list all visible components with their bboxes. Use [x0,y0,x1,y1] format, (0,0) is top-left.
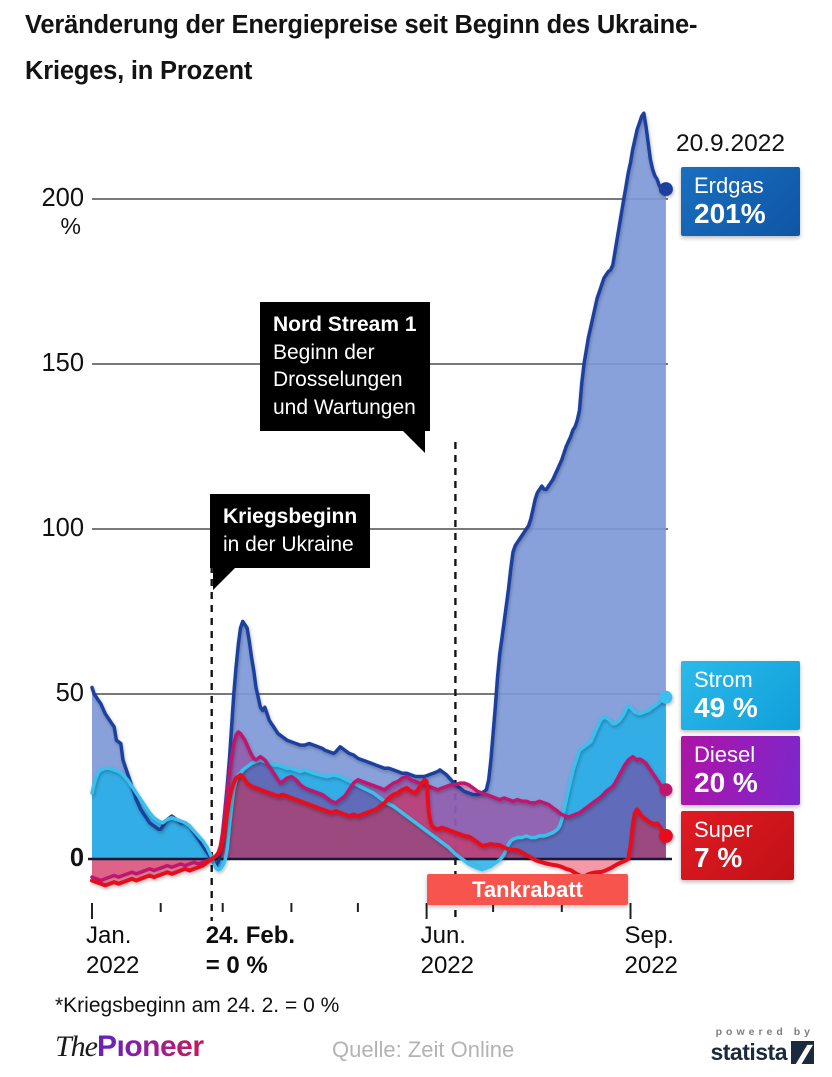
callout-kriegsbeginn-line2: in der Ukraine [223,532,354,556]
series-value-strom: 49 % [694,692,758,723]
tankrabatt-band: Tankrabatt [427,874,629,905]
title-line-2: Krieges, in Prozent [25,57,253,85]
callout-nordstream-title: Nord Stream 1 [273,313,417,336]
x-axis-label: Jan. 2022 [86,922,140,979]
y-axis-label: 100 [41,514,84,542]
series-name-erdgas: Erdgas [694,173,764,198]
end-dot-diesel [659,783,672,796]
series-name-diesel: Diesel [694,742,756,767]
callout-nordstream-line2: Beginn der [273,340,375,364]
callout-nordstream-line4: und Wartungen [273,395,416,419]
x-axis-label: Jun. 2022 [420,922,474,979]
value-box-erdgas [681,167,800,236]
latest-date-label: 20.9.2022 [676,130,785,157]
series-value-super: 7 % [694,842,743,873]
callout-tail [402,430,425,453]
end-dot-super [659,829,673,843]
pioneer-logo-the: The [55,1030,97,1063]
title-line-1: Veränderung der Energiepreise seit Beginn des Ukraine- [25,11,698,39]
series-name-super: Super [694,817,753,842]
y-axis-label: 200 % [20,183,84,239]
pioneer-logo-name: Pıoneer [97,1030,204,1063]
x-axis-label: Sep. 2022 [624,922,678,979]
y-axis-unit: % [60,213,81,239]
pioneer-logo [55,1030,204,1064]
callout-nordstream [260,302,430,431]
statista-wordmark: statista [710,1039,787,1065]
y-axis-label: 50 [55,679,84,707]
statista-icon [791,1041,814,1064]
end-dot-strom [659,691,672,704]
x-axis-label: 24. Feb. = 0 % [205,922,296,979]
value-box-super [681,811,794,880]
statista-logo [704,1026,814,1066]
footnote: *Kriegsbeginn am 24. 2. = 0 % [55,994,340,1017]
statista-powered-by: powered by [715,1026,814,1038]
end-dot-erdgas [659,182,673,196]
value-box-strom [681,661,800,730]
callout-kriegsbeginn [210,494,370,568]
y-axis-label: 0 [69,844,84,872]
series-value-erdgas: 201% [694,198,766,229]
callout-tail [213,567,236,590]
value-box-diesel [681,736,800,805]
callout-kriegsbeginn-title: Kriegsbeginn [223,505,358,528]
y-axis-label: 150 [41,349,84,377]
series-value-diesel: 20 % [694,767,758,798]
series-name-strom: Strom [694,667,753,692]
source-credit: Quelle: Zeit Online [332,1037,515,1062]
callout-nordstream-line3: Drosselungen [273,368,403,391]
